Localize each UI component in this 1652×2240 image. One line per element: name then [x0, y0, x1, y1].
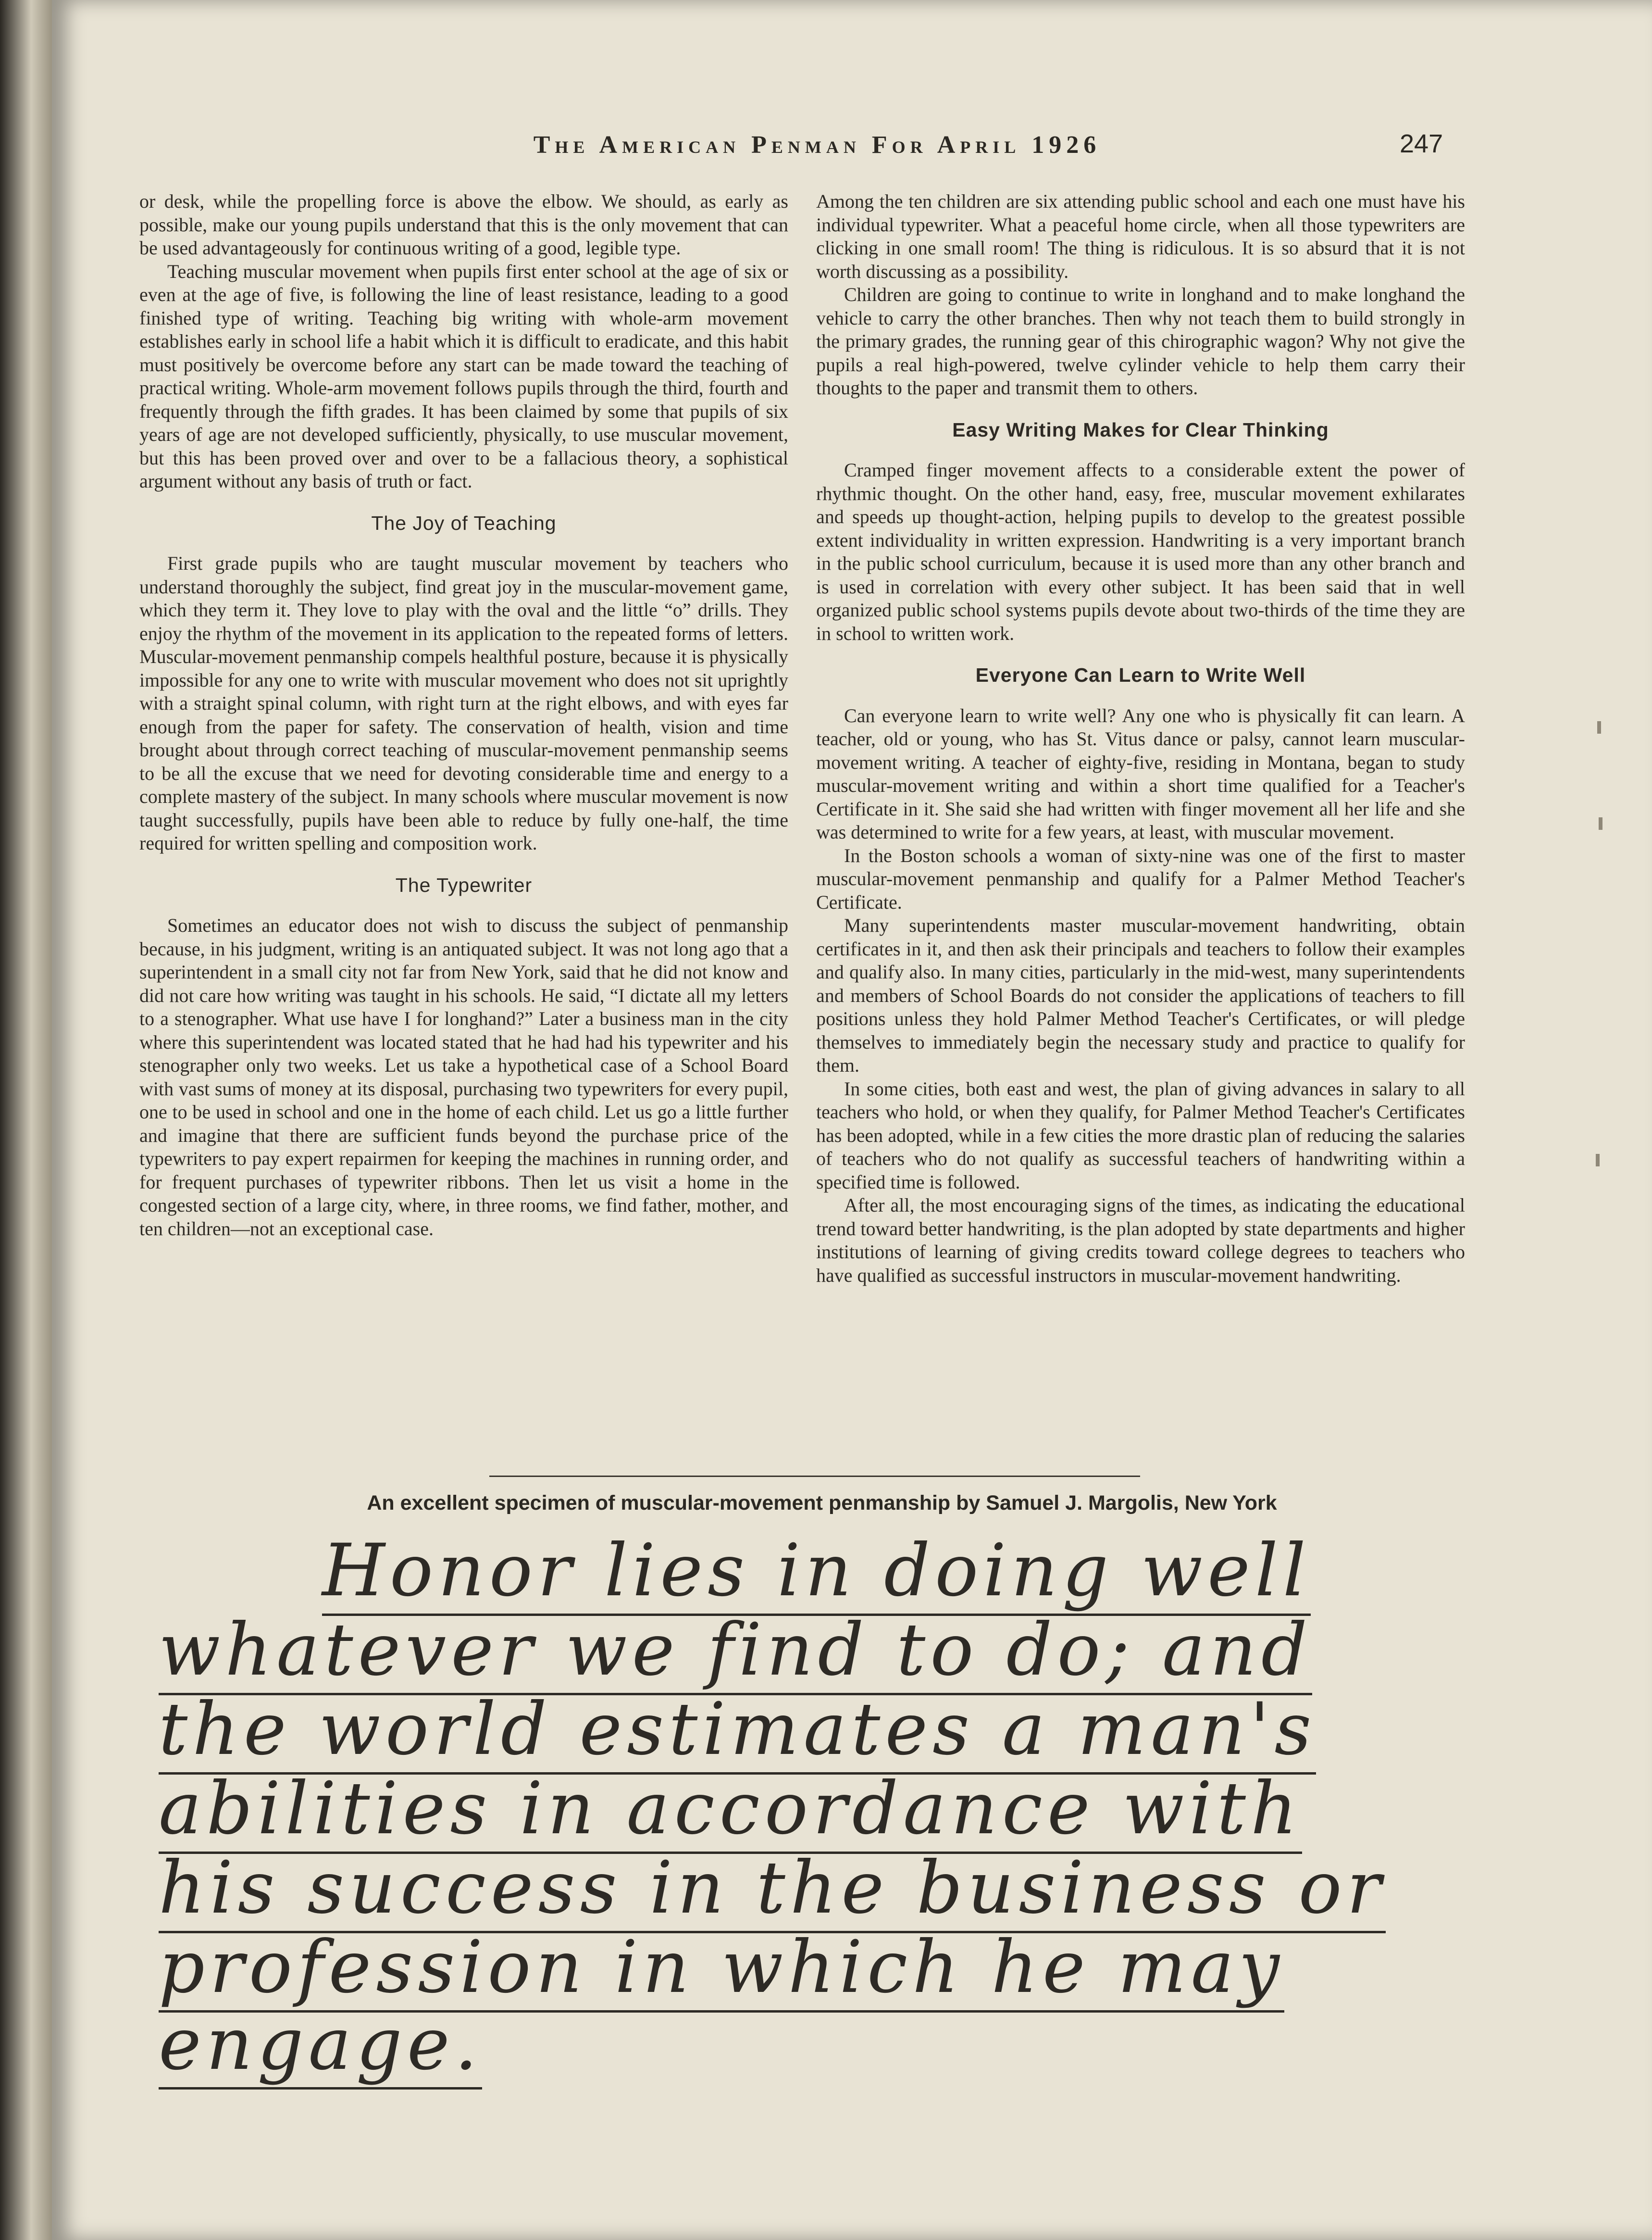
- paragraph: First grade pupils who are taught muscular movement by teachers who understand thoroughly the subject, find great joy in the muscular-movement game, which they term it. They love to play with the oval and the little “o” drills. They enjoy the rhythm of the movement in its application to the repeated forms of letters. Muscular-movement penmanship compels healthful posture, because it is physically impossible for any one to write with muscular movement who does not sit uprightly with a straight spinal column, with right turn at the right elbows, and with eyes far enough from the paper for safety. The conservation of health, vision and time brought about through correct teaching of muscular-movement penmanship seems to be all the excuse that we need for devoting considerable time and energy to a complete mastery of the subject. In many schools where muscular movement is now taught successfully, pupils have been able to reduce by fully one-half, the time required for written spelling and composition work.: [139, 552, 788, 854]
- paragraph: Cramped finger movement affects to a considerable extent the power of rhythmic thought. On the other hand, easy, free, muscular movement exhilarates and speeds up thought-action, helping pupils to develop to the greatest possible extent individuality in written expression. Handwriting is a very important branch in the public school curriculum, because it is used more than any other branch and is used in correlation with every other subject. It has been said that in well organized public school systems pupils devote about two-thirds of the time they are in school to written work.: [816, 459, 1465, 644]
- section-heading: Everyone Can Learn to Write Well: [975, 664, 1306, 686]
- paragraph: or desk, while the propelling force is above the elbow. We should, as early as possible, make our young pupils understand that this is the only movement that can be used advantageously for continuous writing of a good, legible type.: [139, 190, 788, 259]
- previous-page-edge: [0, 0, 52, 2240]
- running-header: The American Penman For April 1926: [533, 131, 1101, 159]
- penmanship-specimen: [159, 1529, 1456, 2086]
- page-number: 247: [1400, 129, 1443, 158]
- left-column: [139, 190, 788, 1240]
- paragraph: Among the ten children are six attending public school and each one must have his individual typewriter. What a peaceful home circle, when all those typewriters are clicking in one small room! The thing is ridiculous. It is so absurd that it is not worth discussing as a possibility.: [816, 190, 1465, 282]
- section-heading: The Joy of Teaching: [371, 512, 557, 534]
- divider-rule: [489, 1476, 1140, 1477]
- paragraph: Teaching muscular movement when pupils first enter school at the age of six or even at the age of five, is following the line of least resistance, leading to a good finished type of writing. Teaching big writing with whole-arm movement establishes early in school life a habit which it is difficult to eradicate, and this habit must positively be overcome before any start can be made toward the teaching of practical writing. Whole-arm movement follows pupils through the third, fourth and frequently through the fifth grades. It has been claimed by some that pupils of six years of age are not developed sufficiently, physically, to use muscular movement, but this has been proved over and over to be a fallacious theory, a sophistical argument without any basis of truth or fact.: [139, 260, 788, 492]
- section-heading: Easy Writing Makes for Clear Thinking: [952, 418, 1329, 441]
- right-column: [816, 190, 1465, 1287]
- script-line: his success in the business or: [159, 1846, 1386, 1930]
- script-line: the world estimates a man's: [159, 1688, 1316, 1771]
- script-line: Honor lies in doing well: [322, 1529, 1311, 1613]
- script-line: whatever we find to do; and: [159, 1608, 1312, 1692]
- paragraph: Can everyone learn to write well? Any one who is physically fit can learn. A teacher, old or young, who has St. Vitus dance or palsy, cannot learn muscular-movement writing. A teacher of eighty-five, residing in Montana, began to study muscular-movement writing and within a short time qualified for a Teacher's Certificate in it. She said she had written with finger movement all her life and she was determined to write for a few years, at least, with muscular movement.: [816, 704, 1465, 843]
- paragraph: Children are going to continue to write in longhand and to make longhand the vehicle to carry the other branches. Then why not teach them to build strongly in the primary grades, the running gear of this chirographic wagon? Why not give the pupils a real high-powered, twelve cylinder vehicle to help them carry their thoughts to the paper and transmit them to others.: [816, 284, 1465, 399]
- specimen-caption: An excellent specimen of muscular-movement penmanship by Samuel J. Margolis, New York: [367, 1491, 1277, 1514]
- paragraph: In the Boston schools a woman of sixty-nine was one of the first to master muscular-movement penmanship and qualify for a Palmer Method Teacher's Certificate.: [816, 844, 1465, 913]
- paragraph: Sometimes an educator does not wish to discuss the subject of penmanship because, in his judgment, writing is an antiquated subject. It was not long ago that a superintendent in a small city not far from New York, said that he did not know and did not care how writing was taught in his schools. He said, “I dictate all my letters to a stenographer. What use have I for longhand?” Later a business man in the city where this superintendent was located stated that he had had his typewriter and his stenographer only two weeks. Let us take a hypothetical case of a School Board with vast sums of money at its disposal, purchasing two typewriters for every pupil, one to be used in school and one in the home of each child. Let us go a little further and imagine that there are sufficient funds beyond the purchase price of the typewriters to pay expert repairmen for keeping the machines in running order, and for frequent purchases of typewriter ribbons. Then let us visit a home in the congested section of a large city, where, in three rooms, we find father, mother, and ten children—not an exceptional case.: [139, 914, 788, 1239]
- script-line: profession in which he may: [159, 1926, 1284, 2009]
- paragraph: In some cities, both east and west, the plan of giving advances in salary to all teachers who hold, or when they qualify, for Palmer Method Teacher's Certificates has been adopted, while in a few cities the more drastic plan of reducing the salaries of teachers who do not qualify as successful teachers of handwriting within a specified time is followed.: [816, 1077, 1465, 1193]
- script-line: engage.: [159, 2002, 482, 2086]
- paper-fleck: [1599, 817, 1602, 830]
- paragraph: After all, the most encouraging signs of the times, as indicating the educational trend toward better handwriting, is the plan adopted by state departments and higher institutions of learning of giving credits toward college degrees to teachers who have qualified as successful instructors in muscular-movement handwriting.: [816, 1194, 1465, 1286]
- section-heading: The Typewriter: [395, 874, 533, 896]
- paragraph: Many superintendents master muscular-movement handwriting, obtain certificates in it, and then ask their principals and teachers to follow their examples and qualify also. In many cities, particularly in the mid-west, many superintendents and members of School Boards do not consider the applications of teachers to fill positions unless they hold Palmer Method Teacher's Certificates, or will pledge themselves to immediately begin the necessary study and practice to qualify for them.: [816, 914, 1465, 1076]
- paper-fleck: [1596, 1154, 1600, 1166]
- paper-fleck: [1597, 721, 1601, 734]
- script-line: abilities in accordance with: [159, 1767, 1302, 1851]
